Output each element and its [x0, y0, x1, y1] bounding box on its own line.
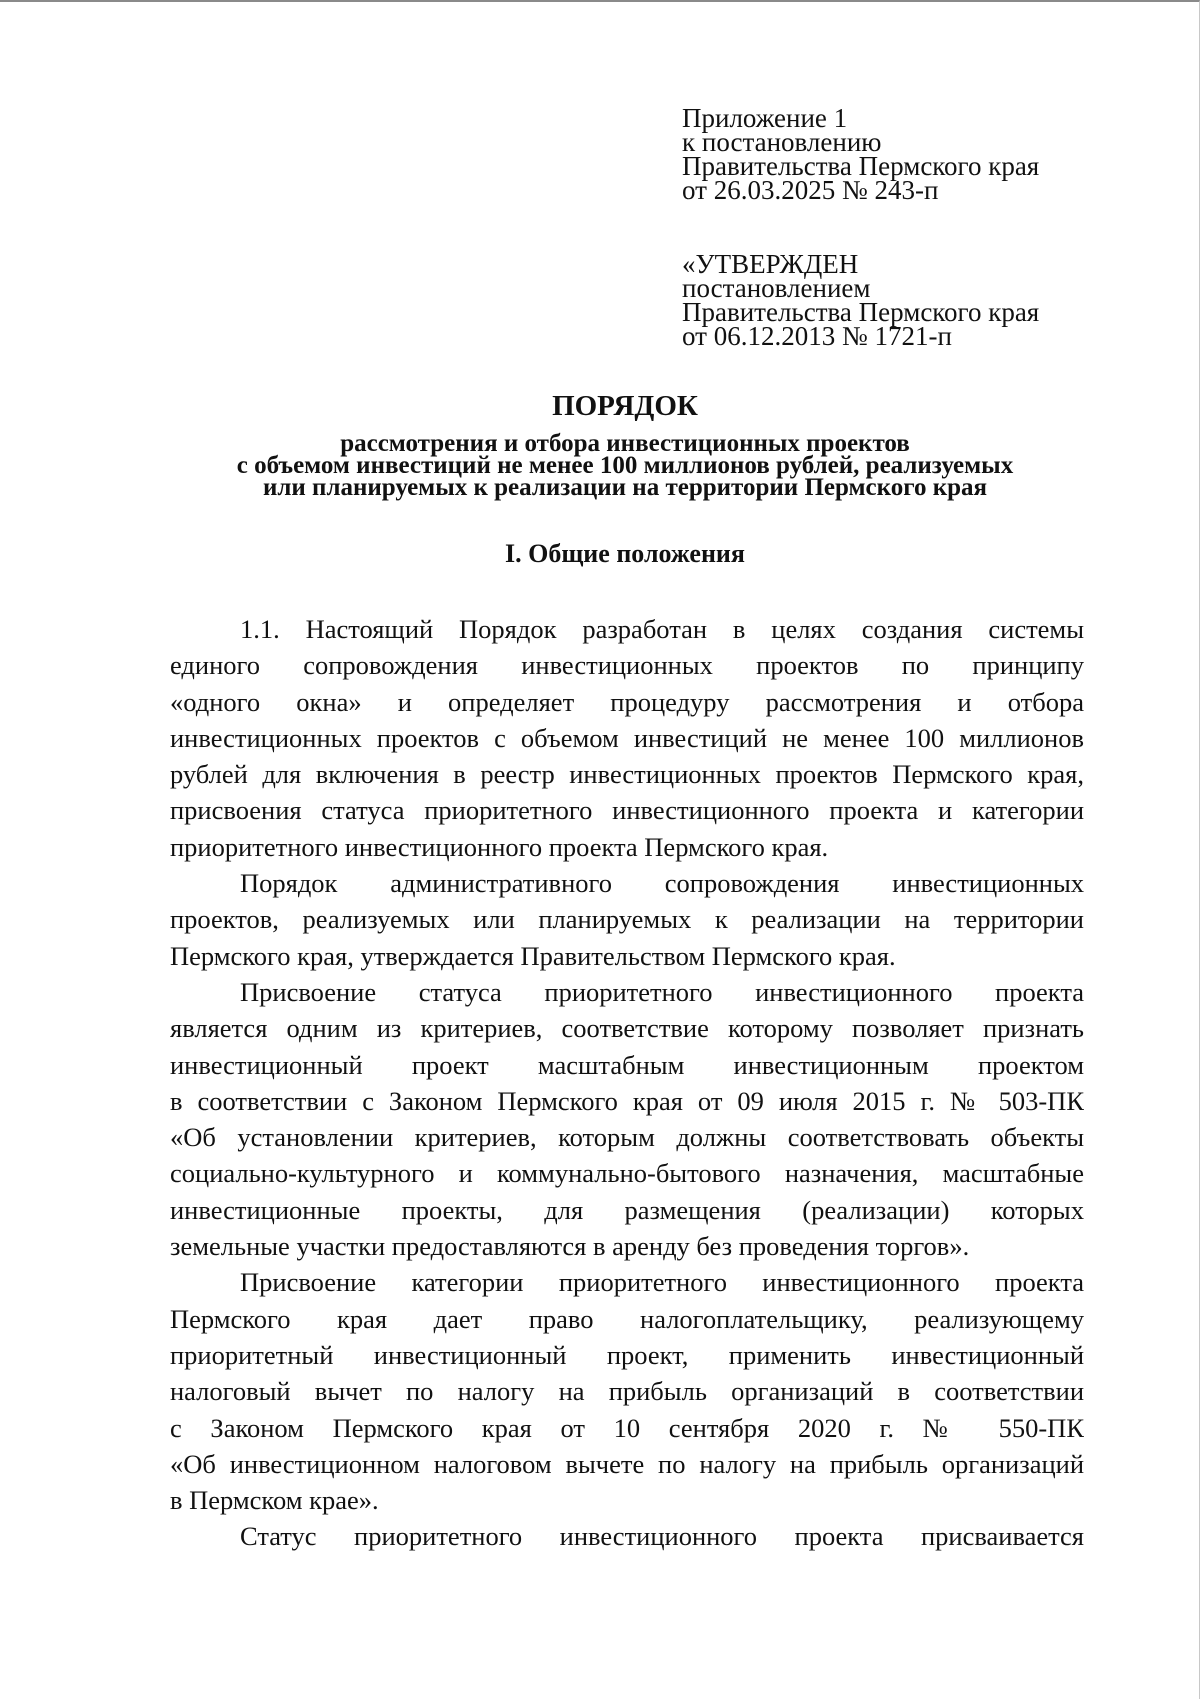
body-line: в Пермском крае».: [170, 1485, 379, 1516]
body-line: единого сопровождения инвестиционных проектов по принципу: [170, 650, 1084, 681]
body-line: налоговый вычет по налогу на прибыль организаций в соответствии: [170, 1376, 1084, 1407]
body-line: Порядок административного сопровождения инвестиционных: [240, 868, 1084, 899]
annex-reference: [682, 103, 1142, 205]
body-line: в соответствии с Законом Пермского края от 09 июля 2015 г. № 503-ПК: [170, 1085, 1084, 1116]
body-line: приоритетный инвестиционный проект, применить инвестиционный: [170, 1339, 1084, 1370]
body-line: Присвоение категории приоритетного инвестиционного проекта: [240, 1267, 1084, 1298]
approval-line: от 06.12.2013 № 1721-п: [682, 321, 952, 351]
approval-reference: [682, 249, 1142, 351]
body-line: инвестиционных проектов с объемом инвестиций не менее 100 миллионов: [170, 722, 1084, 753]
body-line: проектов, реализуемых или планируемых к реализации на территории: [170, 904, 1084, 935]
body-line: земельные участки предоставляются в аренду без проведения торгов».: [170, 1231, 970, 1262]
annex-line: Правительства Пермского края: [682, 151, 1040, 181]
body-line: «одного окна» и определяет процедуру рассмотрения и отбора: [170, 686, 1084, 717]
subtitle-line: с объемом инвестиций не менее 100 миллионов рублей, реализуемых: [236, 452, 1014, 479]
body-line: с Законом Пермского края от 10 сентября 2020 г. № 550-ПК: [170, 1412, 1084, 1443]
document-body: [170, 611, 1084, 1555]
body-line: инвестиционный проект масштабным инвестиционным проектом: [170, 1049, 1084, 1080]
body-line: социально-культурного и коммунально-бытового назначения, масштабные: [170, 1158, 1084, 1189]
annex-line: от 26.03.2025 № 243-п: [682, 175, 939, 205]
body-line: «Об установлении критериев, которым должны соответствовать объекты: [170, 1122, 1084, 1153]
body-line: Пермского края, утверждается Правительством Пермского края.: [170, 940, 896, 971]
approval-line: Правительства Пермского края: [682, 297, 1040, 327]
body-line: является одним из критериев, соответствие которому позволяет признать: [170, 1013, 1084, 1044]
body-line: Статус приоритетного инвестиционного проекта присваивается: [240, 1521, 1084, 1552]
annex-line: Приложение 1: [682, 103, 848, 133]
document-title: ПОРЯДОК: [552, 390, 698, 422]
body-line: рублей для включения в реестр инвестиционных проектов Пермского края,: [170, 759, 1084, 790]
body-line: Присвоение статуса приоритетного инвестиционного проекта: [240, 976, 1084, 1007]
body-line: присвоения статуса приоритетного инвестиционного проекта и категории: [170, 795, 1084, 826]
body-line: 1.1. Настоящий Порядок разработан в целях создания системы: [240, 614, 1084, 644]
subtitle-line: рассмотрения и отбора инвестиционных проектов: [340, 430, 910, 457]
body-line: приоритетного инвестиционного проекта Пермского края.: [170, 831, 829, 862]
body-line: инвестиционные проекты, для размещения (реализации) которых: [170, 1194, 1084, 1225]
body-line: Пермского края дает право налогоплательщику, реализующему: [170, 1303, 1084, 1334]
approval-line: постановлением: [682, 273, 871, 303]
annex-line: к постановлению: [682, 127, 882, 157]
approval-line: «УТВЕРЖДЕН: [682, 249, 859, 279]
subtitle-line: или планируемых к реализации на территории Пермского края: [262, 474, 988, 501]
document-subtitle: [0, 430, 1200, 501]
section-heading: I. Общие положения: [505, 539, 745, 568]
body-line: «Об инвестиционном налоговом вычете по налогу на прибыль организаций: [170, 1448, 1084, 1479]
